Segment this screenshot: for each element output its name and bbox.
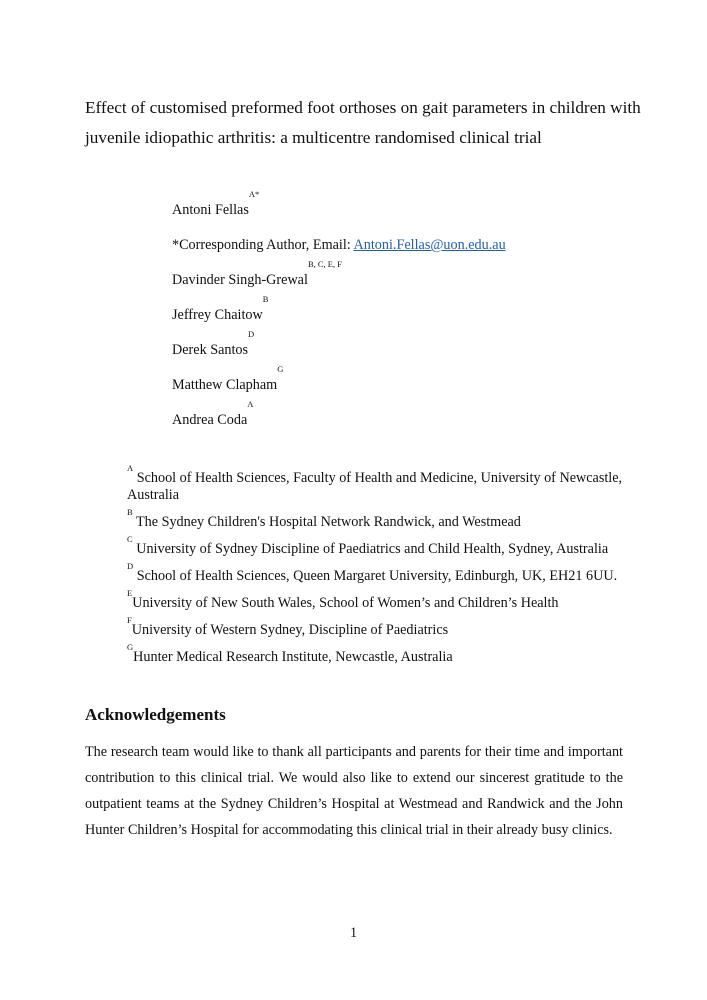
affiliation-marker: G [127, 642, 134, 652]
author-list [172, 189, 506, 442]
affiliation-marker: B [127, 507, 133, 517]
author-affiliation-marker: A [247, 399, 254, 409]
affiliation-marker: A [127, 463, 134, 473]
author-affiliation-marker: G [277, 364, 284, 374]
affiliation-item [127, 561, 627, 585]
affiliation-marker: E [127, 588, 133, 598]
author-item [172, 259, 506, 302]
paper-title [85, 93, 645, 153]
author-affiliation-marker: B, C, E, F [307, 259, 342, 269]
affiliation-text: University of New South Wales, School of Women’s and Children’s Health [132, 595, 559, 611]
author-affiliation-marker: D [248, 329, 255, 339]
author-item [172, 329, 506, 372]
affiliation-item [127, 615, 627, 639]
author-item [172, 294, 506, 337]
author-item [172, 399, 506, 442]
author-affiliation-marker: A* [248, 189, 260, 199]
author-item [172, 189, 506, 232]
corresponding-author-label: *Corresponding Author, Email: [172, 237, 354, 253]
affiliation-item [127, 463, 627, 504]
author-name: Davinder Singh-Grewal [172, 272, 308, 288]
affiliation-item [127, 642, 627, 666]
affiliation-text: Hunter Medical Research Institute, Newcastle, Australia [133, 649, 453, 665]
affiliation-marker: F [127, 615, 132, 625]
author-name: Derek Santos [172, 342, 249, 358]
corresponding-email-link[interactable]: Antoni.Fellas@uon.edu.au [353, 237, 506, 253]
affiliation-item [127, 588, 627, 612]
affiliation-item [127, 507, 627, 531]
affiliation-text: University of Sydney Discipline of Paediatrics and Child Health, Sydney, Australia [132, 541, 609, 557]
affiliation-item [127, 534, 627, 558]
affiliation-marker: C [127, 534, 133, 544]
title-line-1: Effect of customised preformed foot orthoses on gait parameters in children with [85, 98, 641, 117]
affiliation-marker: D [127, 561, 134, 571]
title-line-2: juvenile idiopathic arthritis: a multicentre randomised clinical trial [85, 128, 542, 147]
affiliation-text: School of Health Sciences, Queen Margaret University, Edinburgh, UK, EH21 6UU. [133, 568, 618, 584]
author-item [172, 364, 506, 407]
acknowledgements-body: The research team would like to thank all participants and parents for their time and important contribution to this clinical trial. We would also like to extend our sincerest gratitude to the outpatient teams at the Sydney Children’s Hospital at Westmead and Randwick and the John Hunter Children’s Hospital for accommodating this clinical trial in their already busy clinics. [85, 744, 623, 838]
author-name: Jeffrey Chaitow [172, 307, 263, 323]
author-name: Andrea Coda [172, 412, 248, 428]
page-number: 1 [349, 925, 358, 941]
affiliation-text: University of Western Sydney, Discipline of Paediatrics [131, 622, 449, 638]
affiliation-text: The Sydney Children's Hospital Network Randwick, and Westmead [132, 514, 521, 530]
author-name: Antoni Fellas [172, 202, 249, 218]
affiliation-text: School of Health Sciences, Faculty of Health and Medicine, University of Newcastle, Australia [127, 470, 623, 503]
author-affiliation-marker: B [262, 294, 269, 304]
affiliation-list [127, 463, 627, 676]
author-name: Matthew Clapham [172, 377, 278, 393]
acknowledgements-heading: Acknowledgements [85, 705, 226, 724]
